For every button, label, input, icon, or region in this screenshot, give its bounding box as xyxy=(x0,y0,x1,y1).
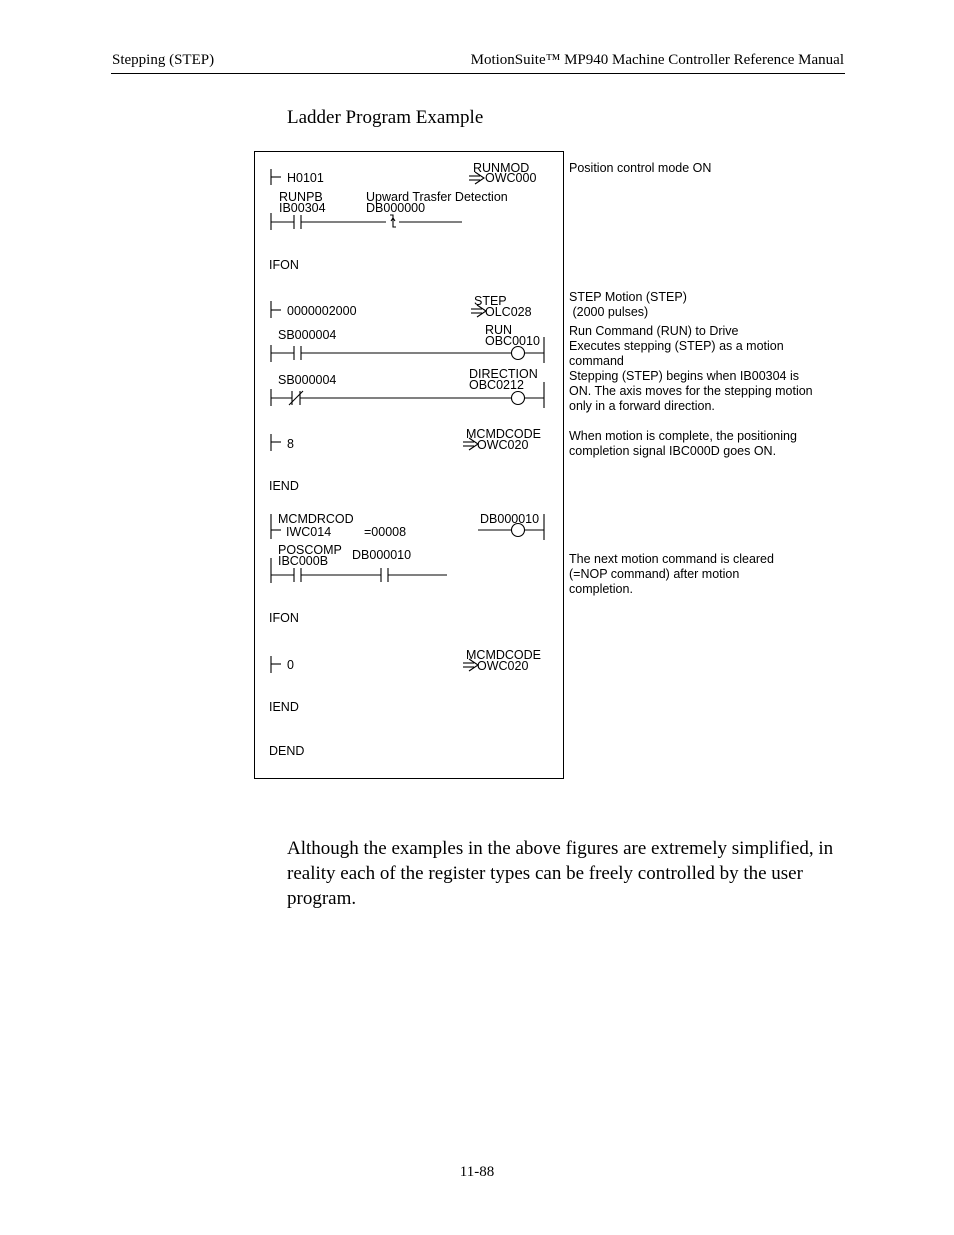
ladder-text: STEP xyxy=(474,294,507,308)
ladder-text: RUNMOD xyxy=(473,161,530,175)
comment-line: Run Command (RUN) to Drive xyxy=(569,324,739,338)
ladder-text: IEND xyxy=(269,479,299,493)
ladder-text: 0000002000 xyxy=(287,304,357,318)
comment-motion-complete xyxy=(569,429,797,459)
rising-edge-icon xyxy=(390,215,396,227)
ladder-text: IEND xyxy=(269,700,299,714)
ladder-text: IB00304 xyxy=(279,201,326,215)
comment-line: Stepping (STEP) begins when IB00304 is xyxy=(569,369,799,383)
comment-line: (2000 pulses) xyxy=(569,305,649,319)
ladder-text: DB000000 xyxy=(366,201,426,215)
ladder-text: 0 xyxy=(287,658,294,672)
ladder-text: OLC028 xyxy=(485,305,532,319)
header-manual-title: MotionSuite™ MP940 Machine Controller Reference Manual xyxy=(470,52,844,68)
ladder-text: MCMDCODE xyxy=(466,648,541,662)
coil-icon xyxy=(512,392,525,405)
ladder-text: DIRECTION xyxy=(469,367,538,381)
comment-line: Executes stepping (STEP) as a motion xyxy=(569,339,784,353)
comment-line: ON. The axis moves for the stepping motion xyxy=(569,384,813,398)
ladder-text: MCMDRCOD xyxy=(278,512,354,526)
comment-line: completion. xyxy=(569,582,633,596)
header-rule xyxy=(111,73,845,74)
page-number: 11-88 xyxy=(459,1164,495,1180)
ladder-text: RUN xyxy=(485,323,513,337)
ladder-text: OBC0010 xyxy=(485,334,540,348)
ladder-text: SB000004 xyxy=(278,328,337,342)
comment-line: command xyxy=(569,354,624,368)
ladder-text: 8 xyxy=(287,437,294,451)
ladder-text: MCMDCODE xyxy=(466,427,541,441)
ladder-text: POSCOMP xyxy=(278,543,342,557)
ladder-text: =00008 xyxy=(364,525,407,539)
comment-nop-clear xyxy=(569,552,774,597)
comment-line: STEP Motion (STEP) xyxy=(569,290,687,304)
ladder-diagram xyxy=(254,151,564,779)
no-contact-icon xyxy=(294,215,301,229)
ladder-text: H0101 xyxy=(287,171,324,185)
coil-icon xyxy=(512,347,525,360)
no-contact-icon xyxy=(381,568,388,582)
ladder-text: DB000010 xyxy=(480,512,540,526)
comment-line: (=NOP command) after motion xyxy=(569,567,740,581)
ladder-text: SB000004 xyxy=(278,373,337,387)
body-paragraph: Although the examples in the above figures are extremely simplified, in reality each of the register types can be freely controlled by the user program. xyxy=(287,838,834,909)
comment-line: Position control mode ON xyxy=(569,161,712,175)
comment-line: only in a forward direction. xyxy=(569,399,715,413)
ladder-text: OWC020 xyxy=(477,438,529,452)
ladder-text: IWC014 xyxy=(286,525,332,539)
comment-line: completion signal IBC000D goes ON. xyxy=(569,444,777,458)
ladder-text: RUNPB xyxy=(279,190,323,204)
ladder-text: Upward Trasfer Detection xyxy=(366,190,508,204)
ladder-text: IFON xyxy=(269,258,299,272)
comment-step-motion xyxy=(569,290,687,320)
comment-run-command xyxy=(569,324,813,414)
ladder-text: IFON xyxy=(269,611,299,625)
no-contact-icon xyxy=(294,346,301,360)
ladder-text: OWC020 xyxy=(477,659,529,673)
comment-line: The next motion command is cleared xyxy=(569,552,774,566)
comment-position-control xyxy=(569,161,711,176)
ladder-text: OWC000 xyxy=(485,171,537,185)
no-contact-icon xyxy=(294,568,301,582)
ladder-text: IBC000B xyxy=(278,554,329,568)
ladder-text: DEND xyxy=(269,744,305,758)
ladder-text: DB000010 xyxy=(352,548,412,562)
header-section-title: Stepping (STEP) xyxy=(112,52,215,68)
ladder-text: OBC0212 xyxy=(469,378,524,392)
comment-line: When motion is complete, the positioning xyxy=(569,429,797,443)
figure-title: Ladder Program Example xyxy=(287,107,484,128)
